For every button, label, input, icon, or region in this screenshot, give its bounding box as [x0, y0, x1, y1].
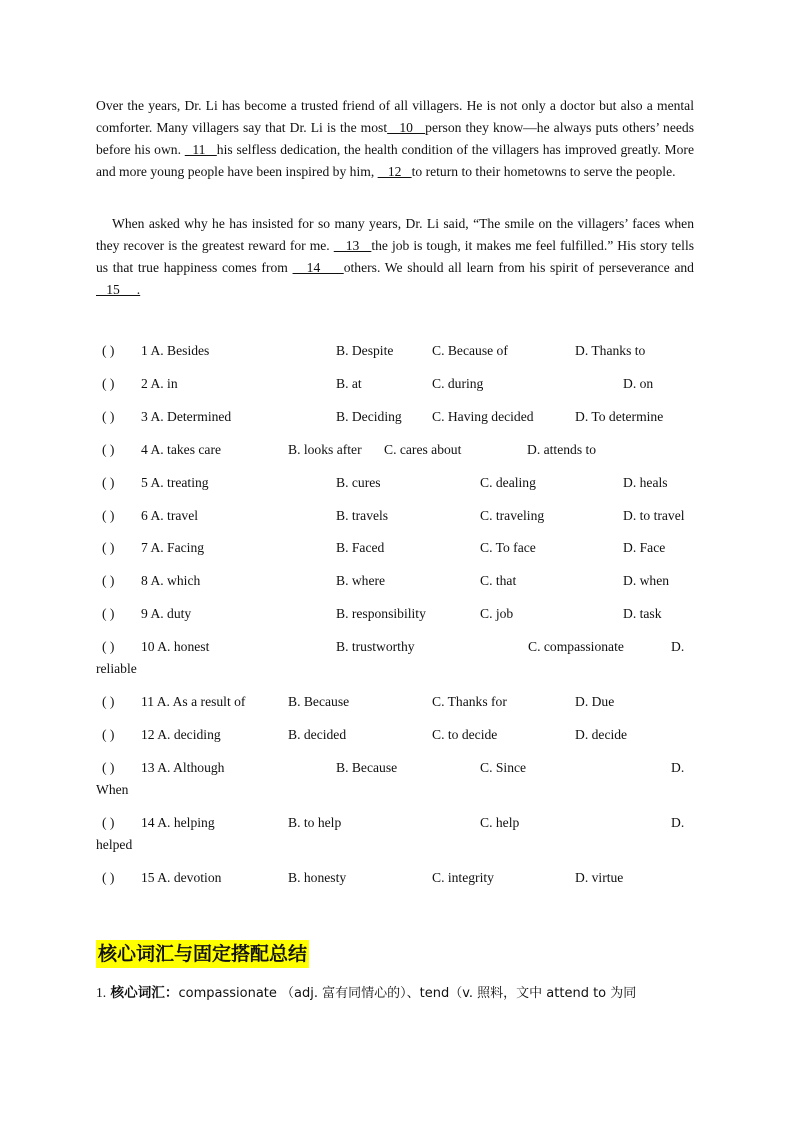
summary-item-number: 1. — [96, 985, 107, 1000]
option-b: B. Because — [288, 694, 350, 709]
answer-blank: ( ) — [102, 727, 115, 742]
answer-blank: ( ) — [102, 606, 115, 621]
question-row — [96, 812, 696, 852]
question-row — [96, 472, 696, 494]
option-d: D. to travel — [623, 508, 685, 523]
passage-text: person they know—he always puts others’ needs before his own. — [96, 120, 694, 157]
option-b: B. Deciding — [336, 409, 402, 424]
option-b: B. travels — [336, 508, 389, 523]
blank-10: 10 — [387, 120, 426, 135]
answer-blank: ( ) — [102, 573, 115, 588]
answer-blank: ( ) — [102, 376, 115, 391]
option-d: D. on — [623, 376, 654, 391]
option-b: B. Faced — [336, 540, 385, 555]
option-b: B. where — [336, 573, 386, 588]
option-d: D. Due — [575, 694, 615, 709]
option-b: B. to help — [288, 815, 342, 830]
option-a: 3 A. Determined — [141, 409, 232, 424]
question-row — [96, 636, 696, 676]
option-a: 11 A. As a result of — [141, 694, 246, 709]
option-b: B. at — [336, 376, 362, 391]
answer-blank: ( ) — [102, 694, 115, 709]
question-row — [96, 439, 696, 461]
option-a: 9 A. duty — [141, 606, 192, 621]
option-c: C. that — [480, 573, 517, 588]
option-d: D. virtue — [575, 870, 624, 885]
option-a: 7 A. Facing — [141, 540, 205, 555]
option-d: D. when — [623, 573, 670, 588]
passage-text: others. We should all learn from his spirit of perseverance and — [343, 260, 694, 275]
option-d-continued: When — [96, 782, 129, 797]
option-a: 1 A. Besides — [141, 343, 210, 358]
passage-text: his selfless dedication, the health condition of the villagers has improved greatly. More and more young people have been inspired by him, — [96, 142, 694, 179]
option-a: 10 A. honest — [141, 639, 210, 654]
option-d: D. Thanks to — [575, 343, 646, 358]
question-row — [96, 570, 696, 592]
blank-12: 12 — [377, 164, 412, 179]
option-c: C. integrity — [432, 870, 494, 885]
option-a: 12 A. deciding — [141, 727, 221, 742]
passage-text: the job is tough, it makes me feel fulfilled.” His story tells us that true happiness comes from — [96, 238, 695, 275]
option-d-continued: reliable — [96, 661, 137, 676]
question-row — [96, 724, 696, 746]
option-b: B. cures — [336, 475, 381, 490]
option-b: B. Because — [336, 760, 398, 775]
blank-13: 13 — [333, 238, 372, 253]
option-c: C. To face — [480, 540, 536, 555]
blank-14: 14 — [292, 260, 344, 275]
option-c: C. Thanks for — [432, 694, 507, 709]
option-d: D. — [671, 760, 685, 775]
option-b: B. Despite — [336, 343, 394, 358]
summary-item-1 — [96, 982, 706, 1005]
passage-text: When asked why he has insisted for so many years, Dr. Li said, “The smile on the villagers’ faces when they recover is the greatest reward for me. — [96, 216, 694, 253]
option-a: 13 A. Although — [141, 760, 225, 775]
question-row — [96, 603, 696, 625]
option-a: 5 A. treating — [141, 475, 209, 490]
summary-item-lead: 核心词汇： — [110, 985, 179, 1001]
passage-text: Over the years, Dr. Li has become a trusted friend of all villagers. He is not only a doctor but also a mental comforter. Many villagers say that Dr. Li is the most — [96, 98, 694, 135]
option-a: 2 A. in — [141, 376, 178, 391]
option-c: C. dealing — [480, 475, 536, 490]
question-row — [96, 537, 696, 559]
option-d: D. — [671, 815, 685, 830]
passage-text: to return to their hometowns to serve the people. — [411, 164, 676, 179]
option-d: D. heals — [623, 475, 668, 490]
option-a: 6 A. travel — [141, 508, 199, 523]
option-d: D. Face — [623, 540, 666, 555]
option-c: C. job — [480, 606, 514, 621]
answer-blank: ( ) — [102, 540, 115, 555]
option-c: C. traveling — [480, 508, 545, 523]
summary-item-body: compassionate （adj. 富有同情心的）、tend（v. 照料，文中 attend to 为同 — [178, 986, 637, 1001]
option-c: C. compassionate — [528, 639, 624, 654]
answer-blank: ( ) — [102, 343, 115, 358]
question-row — [96, 691, 696, 713]
question-row — [96, 340, 696, 362]
option-b: B. trustworthy — [336, 639, 415, 654]
answer-blank: ( ) — [102, 639, 115, 654]
passage-paragraph-1 — [96, 95, 694, 183]
answer-blank: ( ) — [102, 508, 115, 523]
answer-blank: ( ) — [102, 409, 115, 424]
answer-blank: ( ) — [102, 475, 115, 490]
option-b: B. decided — [288, 727, 347, 742]
option-d-continued: helped — [96, 837, 133, 852]
question-row — [96, 406, 696, 428]
passage-paragraph-2 — [96, 213, 694, 301]
option-b: B. looks after — [288, 442, 362, 457]
option-a: 4 A. takes care — [141, 442, 222, 457]
option-a: 8 A. which — [141, 573, 201, 588]
answer-blank: ( ) — [102, 870, 115, 885]
option-b: B. responsibility — [336, 606, 426, 621]
question-row — [96, 757, 696, 797]
answer-blank: ( ) — [102, 442, 115, 457]
answer-blank: ( ) — [102, 815, 115, 830]
option-b: B. honesty — [288, 870, 347, 885]
option-a: 15 A. devotion — [141, 870, 222, 885]
blank-15: 15 . — [96, 282, 141, 297]
option-c: C. help — [480, 815, 520, 830]
option-c: C. Because of — [432, 343, 508, 358]
section-heading: 核心词汇与固定搭配总结 — [96, 940, 309, 968]
option-c: C. Since — [480, 760, 527, 775]
question-row — [96, 505, 696, 527]
option-d: D. attends to — [527, 442, 597, 457]
option-c: C. cares about — [384, 442, 462, 457]
question-row — [96, 867, 696, 889]
option-d: D. task — [623, 606, 662, 621]
option-a: 14 A. helping — [141, 815, 215, 830]
question-row — [96, 373, 696, 395]
option-c: C. Having decided — [432, 409, 534, 424]
blank-11: 11 — [184, 142, 217, 157]
option-c: C. to decide — [432, 727, 498, 742]
answer-blank: ( ) — [102, 760, 115, 775]
option-d: D. To determine — [575, 409, 664, 424]
option-d: D. decide — [575, 727, 628, 742]
option-c: C. during — [432, 376, 484, 391]
option-d: D. — [671, 639, 685, 654]
